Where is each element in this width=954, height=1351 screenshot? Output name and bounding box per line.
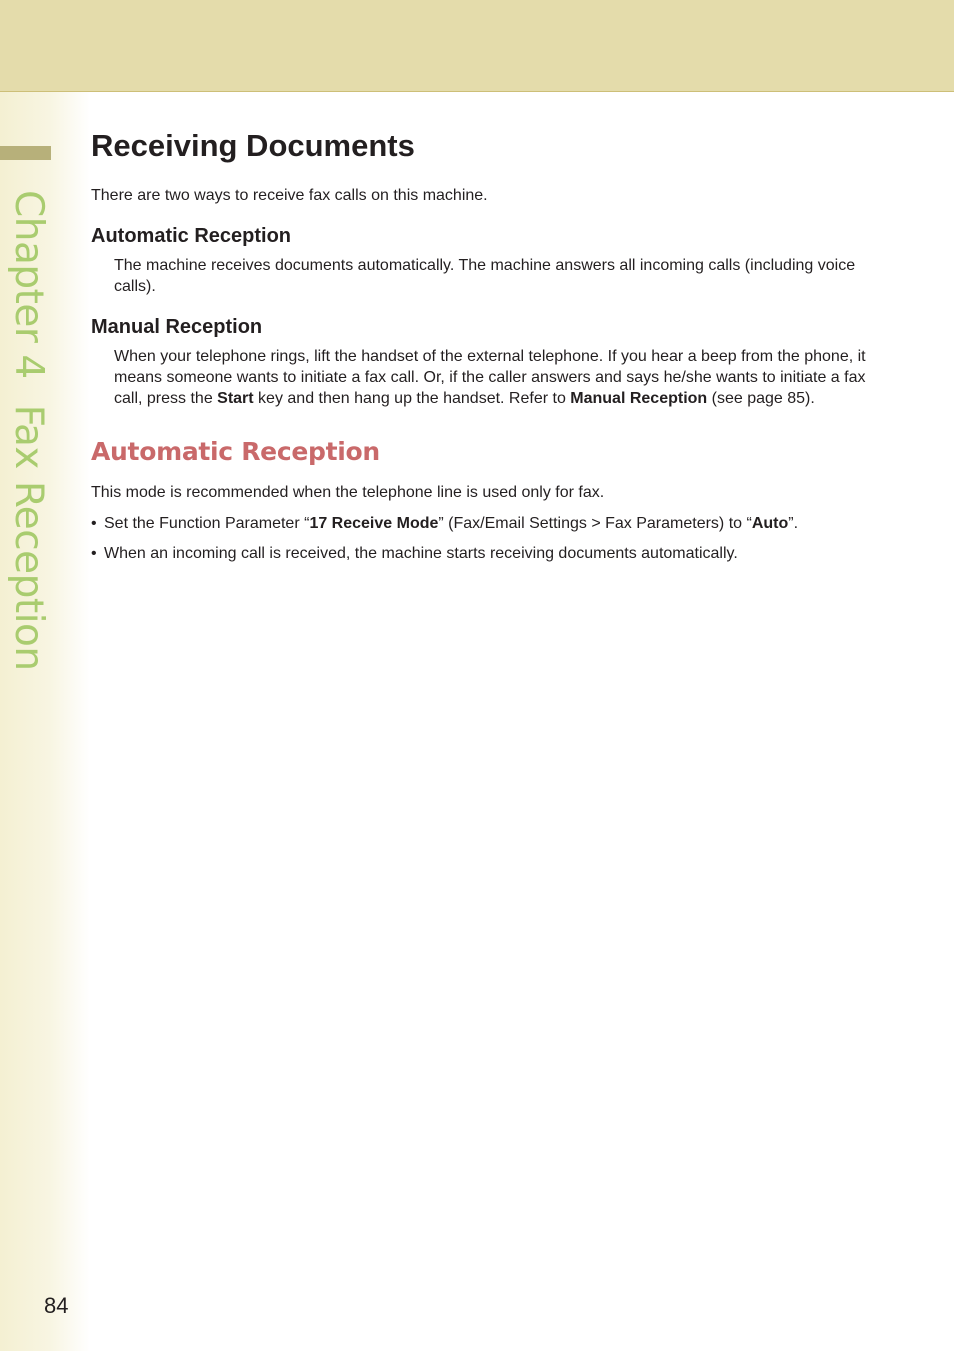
bullet-icon: •	[91, 515, 97, 532]
main-content	[91, 126, 891, 573]
automatic-reception-section-heading: Automatic Reception	[91, 437, 380, 466]
receive-mode-parameter: 17 Receive Mode	[309, 515, 439, 532]
manual-reception-link[interactable]: Manual Reception	[570, 390, 708, 407]
automatic-reception-summary: The machine receives documents automatically. The machine answers all incoming calls (including voice calls).	[114, 257, 856, 295]
list-item: • Set the Function Parameter “17 Receive Mode” (Fax/Email Settings > Fax Parameters) to “Auto”.	[91, 515, 799, 532]
automatic-reception-bullets	[91, 513, 891, 564]
chapter-title: Fax Reception	[6, 404, 51, 671]
page-number: 84	[44, 1293, 69, 1318]
page-intro: There are two ways to receive fax calls on this machine.	[91, 187, 488, 204]
automatic-reception-subheading: Automatic Reception	[91, 225, 292, 247]
chapter-label: Chapter 4	[6, 190, 51, 379]
chapter-marker-bar	[0, 146, 51, 160]
list-item: • When an incoming call is received, the machine starts receiving documents automatically.	[91, 545, 738, 562]
manual-reception-summary: When your telephone rings, lift the handset of the external telephone. If you hear a beep from the phone, it means someone wants to initiate a fax call. Or, if the caller answers and says he/she wants to initiate a fax call, press the Start key and then hang up the handset. Refer to Manual Reception (see page 85).	[114, 348, 866, 407]
automatic-reception-intro: This mode is recommended when the telephone line is used only for fax.	[91, 484, 605, 501]
manual-reception-subheading: Manual Reception	[91, 316, 263, 338]
page-title: Receiving Documents	[91, 128, 415, 163]
header-band	[0, 0, 954, 92]
chapter-tab	[6, 190, 51, 671]
auto-value: Auto	[751, 515, 789, 532]
bullet-icon: •	[91, 545, 97, 562]
start-key-name: Start	[217, 390, 254, 407]
